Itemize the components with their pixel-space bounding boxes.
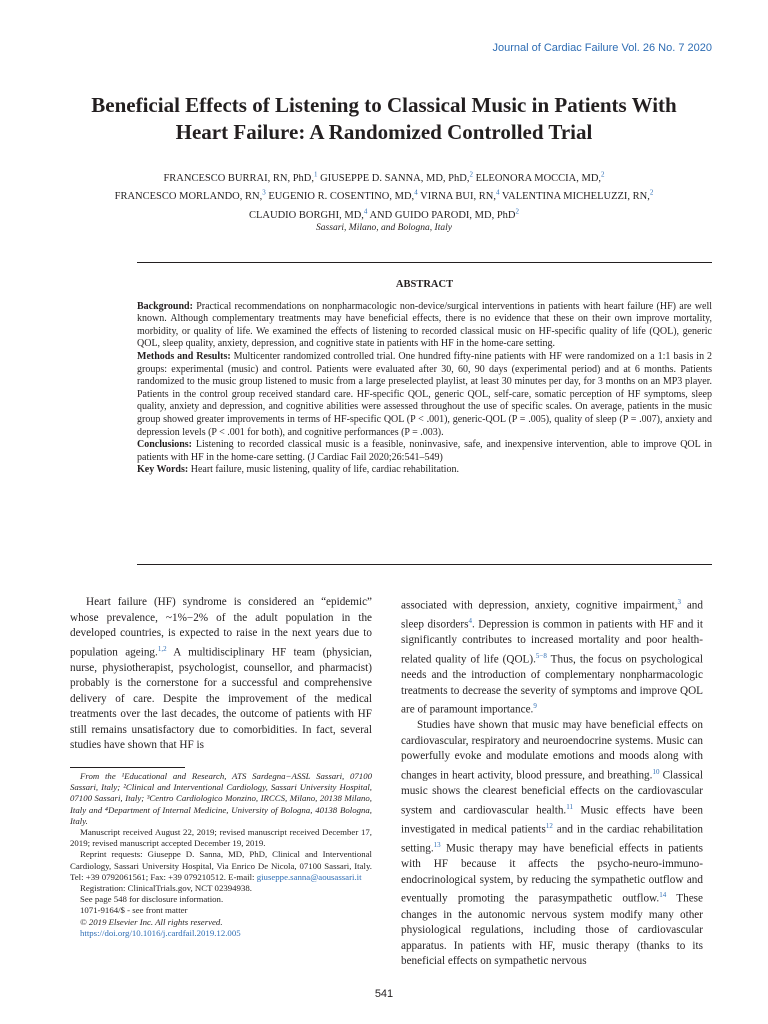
footnote-manuscript-dates: Manuscript received August 22, 2019; revised manuscript received December 17, 2019; revised manuscript accepted December 19, 2019. (70, 827, 372, 849)
page-number: 541 (374, 988, 394, 1000)
article-title (40, 92, 728, 146)
abstract-methods: Methods and Results: Multicenter randomized controlled trial. One hundred fifty-nine patients with HF were randomized on a 1:1 basis in 2 groups: experimental (music) and control. Patients were evaluated after 30, 60, 90 days (experimental period) and at 6 months. Patients randomized to the music group listened to music from a large preselected playlist, at least 30 minutes per day, for 3 months on an MP3 player. Patients in the control group received standard care. HF-specific QOL, generic QOL, self-care, somatic perception of HF symptoms, sleep quality, anxiety and depression, and cognitive abilities were assessed throughout the use of specific scales. On average, patients in the music group showed greater improvements in terms of HF-specific QOL (P < .001), generic-QOL (P = .005), quality of sleep (P = .007), anxiety and depression levels (P < .001 for both), and cognitive performances (P = .003). (137, 350, 713, 438)
citation-link[interactable]: 12 (545, 821, 553, 830)
author: GIUSEPPE D. SANNA, MD, PhD,$^2$ (320, 170, 473, 184)
author-list (40, 167, 728, 223)
citation-link[interactable]: 14 (659, 891, 667, 900)
citation-link[interactable]: 3 (677, 598, 682, 606)
citation-link[interactable]: 11 (566, 802, 573, 811)
intro-paragraph-1-continued: associated with depression, anxiety, cognitive impairment,$^3$ and sleep disorders$^4$. Depression is common in patients with HF and it significantly contributes to increased mortality and poor health-related quality of life (QOL).$^{5-8}$ Thus, the focus on psychological needs and the introduction of complementary nonpharmacologic treatments to decrease the severity of symptoms and improve QOL are of paramount importance.$^9$ (401, 598, 703, 716)
abstract-bottom-rule (137, 564, 712, 565)
citation-link[interactable]: 13 (433, 841, 441, 850)
body-column-right (401, 595, 703, 970)
journal-citation: Journal of Cardiac Failure Vol. 26 No. 7 2020 (492, 42, 712, 54)
citation-link[interactable]: 1,2 (157, 644, 167, 653)
citation-link[interactable]: 4 (468, 617, 472, 626)
abstract-background: Background: Practical recommendations on nonpharmacologic non-device/surgical interventions in patients with heart failure (HF) are well known. Although complementary treatments may have beneficial effects, there is no evidence that these on their own improve mortality, morbidity, or quality of life. We examined the effects of listening to recorded classical music on HF-specific quality of life (QOL), generic QOL, sleep quality, anxiety, depression, and cognitive state in patients with HF in the home-care setting. (137, 300, 712, 350)
author: FRANCESCO BURRAI, RN, PhD,$^1$ (163, 170, 318, 184)
author: EUGENIO R. COSENTINO, MD,$^4$ (268, 188, 418, 202)
author: VIRNA BUI, RN,$^4$ (420, 188, 500, 202)
affiliation-locations: Sassari, Milano, and Bologna, Italy (316, 223, 452, 233)
author: AND GUIDO PARODI, MD, PhD$^2$ (369, 207, 519, 221)
author: ELEONORA MOCCIA, MD,$^2$ (475, 170, 605, 184)
footnote-affiliations: From the ¹Educational and Research, ATS Sardegna−ASSL Sassari, 07100 Sassari, Italy; ²Clinical and Interventional Cardiology, Sassari University Hospital, 07100 Sassari, Italy; ³Centro Cardiologico Monzino, IRCCS, Milano, 20138 Milano, Italy and ⁴Department of Internal Medicine, University of Bologna, 40138 Bologna, Italy. (70, 771, 372, 826)
abstract-top-rule (137, 262, 712, 263)
footnote-issn: 1071-9164/$ - see front matter (80, 905, 188, 916)
abstract (137, 279, 712, 477)
abstract-keywords: Key Words: Heart failure, music listening, quality of life, cardiac rehabilitation. (137, 464, 459, 476)
footnotes (70, 771, 372, 939)
body-column-left (70, 595, 372, 754)
title-line-2: Heart Failure: A Randomized Controlled Trial (175, 120, 593, 144)
footnote-rule (70, 767, 185, 768)
title-line-1: Beneficial Effects of Listening to Classical Music in Patients With (91, 93, 677, 117)
author: FRANCESCO MORLANDO, RN,$^3$ (114, 188, 266, 202)
footnote-reprint-requests: Reprint requests: Giuseppe D. Sanna, MD, PhD, Clinical and Interventional Cardiology, Sassari University Hospital, Via Enrico De Nicola, 07100 Sassari, Italy. Tel: +39 0792061561; Fax: +39 079210512. E-mail: giuseppe.sanna@aousassari.it (70, 849, 372, 882)
doi-link[interactable]: https://doi.org/10.1016/j.cardfail.2019.12.005 (80, 927, 241, 938)
citation-link[interactable]: 5−8 (535, 651, 547, 660)
intro-paragraph-1: Heart failure (HF) syndrome is considered an “epidemic” whose prevalence, ~1%−2% of the adult population in the developed countries, is expected to raise in the next years due to population ageing.$^{1,2}$ A multidisciplinary HF team (physician, nurse, physiotherapist, psychologist, counsellor, and pharmacist) probably is the cornerstone for a successful and comprehensive delivery of care. Despite the improvement of the medical treatments over the last decades, the outcome of patients with HF still remains unsatisfactory due to comorbidities. In fact, several studies have shown that HF is (70, 596, 372, 752)
abstract-conclusions: Conclusions: Listening to recorded classical music is a feasible, noninvasive, safe, and inexpensive intervention, able to improve QOL in patients with HF in the home-care setting. (J Cardiac Fail 2020;26:541–549) (137, 439, 712, 463)
email-link[interactable]: giuseppe.sanna@aousassari.it (256, 871, 362, 882)
author: VALENTINA MICHELUZZI, RN,$^2$ (501, 188, 654, 202)
footnote-disclosure: See page 548 for disclosure information. (80, 894, 224, 905)
footnote-registration: Registration: ClinicalTrials.gov, NCT 02394938. (80, 883, 252, 894)
citation-link[interactable]: 9 (533, 702, 537, 711)
abstract-heading: ABSTRACT (395, 279, 454, 290)
footnote-copyright: © 2019 Elsevier Inc. All rights reserved. (80, 916, 223, 927)
author: CLAUDIO BORGHI, MD,$^4$ (248, 207, 368, 221)
intro-paragraph-2: Studies have shown that music may have beneficial effects on cardiovascular, respiratory and neuroendocrine systems. Music can powerfully evoke and modulate emotions and moods along with changes in heart activity, blood pressure, and breathing.$^{10}$ Classical music shows the clearest beneficial effects on the cardiovascular system and cardiovascular health.$^{11}$ Music effects have been investigated in medical patients$^{12}$ and in the cardiac rehabilitation setting.$^{13}$ Music therapy may have beneficial effects in patients with HF because it affects the psycho-neuro-immuno-endocrinological system, by reducing the sympathetic outflow and eventually promoting the parasympathetic outflow.$^{14}$ These changes in the autonomic nervous system modify many other physiological regulations, including those of cardiovascular apparatus. In patients with HF, music therapy (thanks to its beneficial effects on sympathetic nervous (401, 719, 703, 968)
citation-link[interactable]: 10 (652, 767, 660, 776)
